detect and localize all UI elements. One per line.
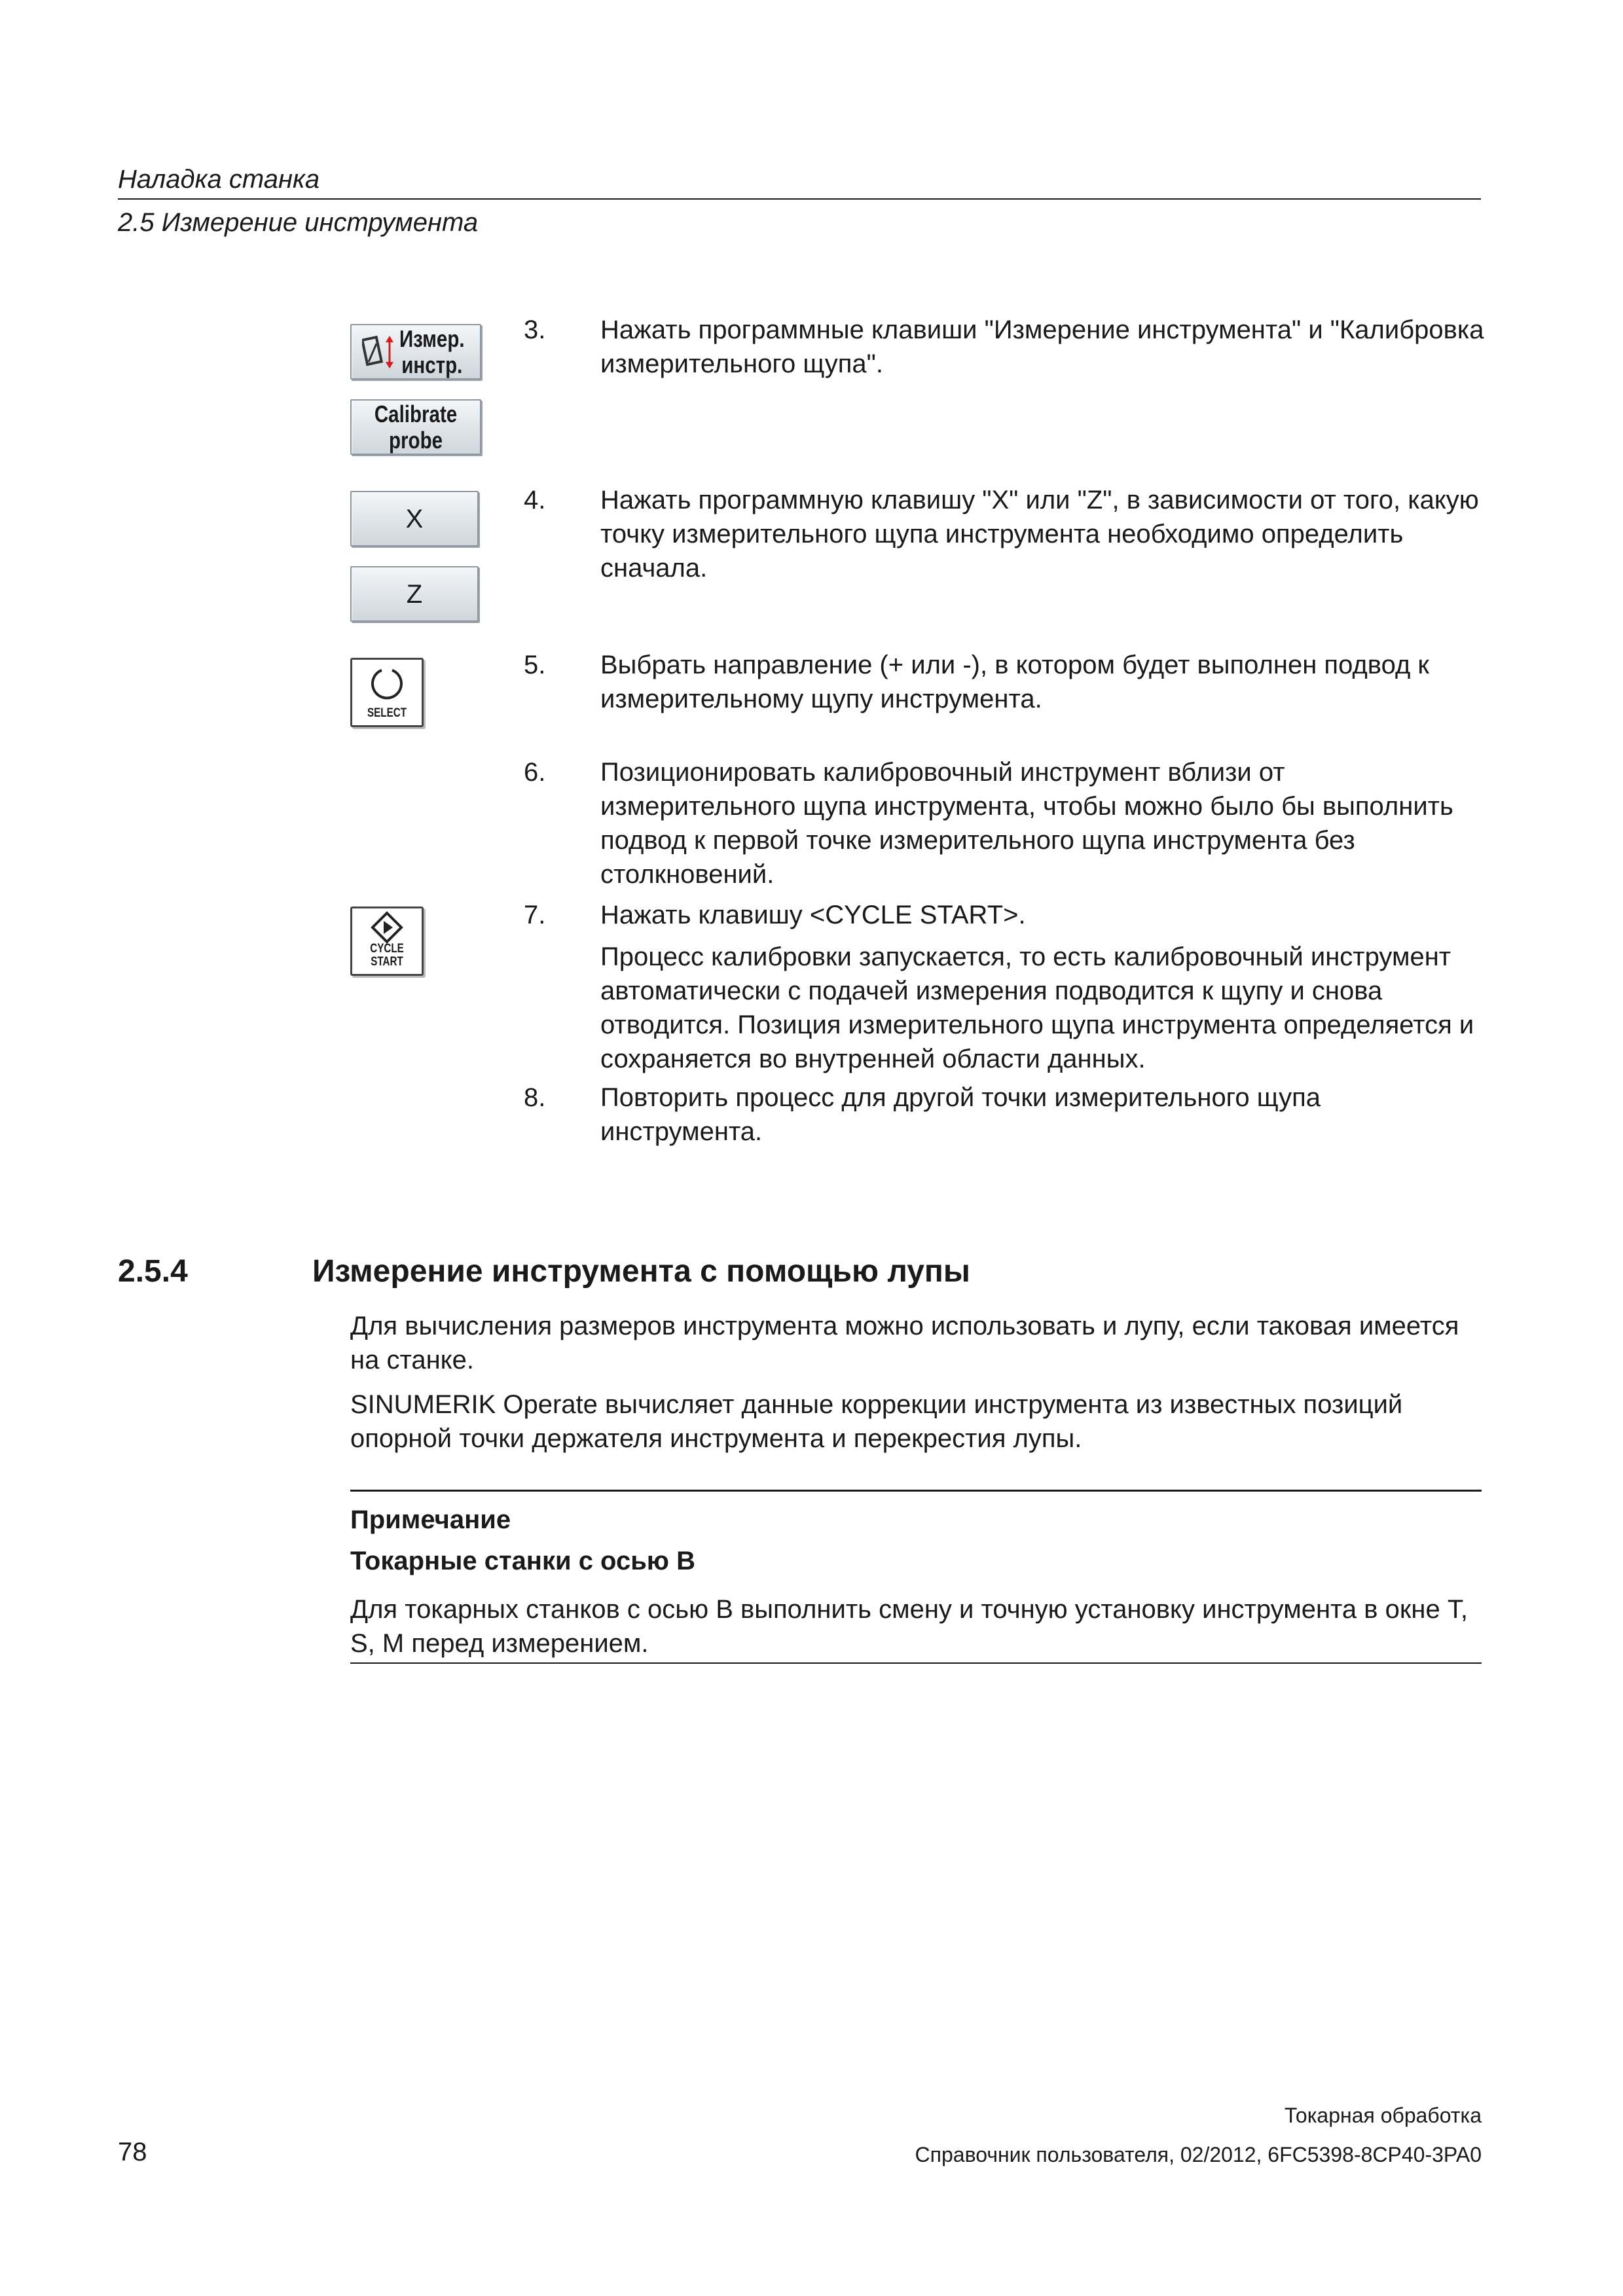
measure-tool-softkey xyxy=(350,324,481,380)
step-number: 5. xyxy=(524,651,546,679)
select-circle-icon xyxy=(367,665,407,704)
running-header-section: 2.5 Измерение инструмента xyxy=(118,208,479,237)
page-number: 78 xyxy=(118,2138,147,2166)
note-label: Примечание xyxy=(350,1505,511,1534)
select-key xyxy=(350,658,424,727)
footer-doc-info: Справочник пользователя, 02/2012, 6FC5398-8CP40-3PA0 xyxy=(915,2143,1482,2166)
step-text: Нажать клавишу <CYCLE START>. xyxy=(600,901,1026,929)
step-number: 3. xyxy=(524,315,546,344)
step-detail: Процесс калибровки запускается, то есть калибровочный инструмент автоматически с подачей измерения подводится к щупу и снова отводится. Позиция измерительного щупа инструмента определяется и сохраняется во внутренней области данных. xyxy=(600,942,1474,1073)
z-softkey-label: Z xyxy=(406,579,423,609)
note-text: Для токарных станков с осью B выполнить смену и точную установку инструмента в окне T, S, M перед измерением. xyxy=(350,1595,1468,1658)
note-bottom-rule xyxy=(350,1662,1482,1664)
z-softkey xyxy=(350,566,479,622)
step-text: Повторить процесс для другой точки измерительного щупа инструмента. xyxy=(600,1083,1321,1146)
cycle-start-key xyxy=(350,906,424,976)
section-number: 2.5.4 xyxy=(118,1254,188,1289)
step-text: Нажать программные клавиши "Измерение инструмента" и "Калибровка измерительного щупа". xyxy=(600,315,1484,378)
footer-doc-title: Токарная обработка xyxy=(1284,2104,1482,2127)
x-softkey xyxy=(350,491,479,547)
calibrate-probe-softkey-label: Calibrate probe xyxy=(374,400,458,454)
section-paragraph: SINUMERIK Operate вычисляет данные коррекции инструмента из известных позиций опорной точки держателя инструмента и перекрестия лупы. xyxy=(350,1390,1403,1453)
step-text: Позиционировать калибровочный инструмент вблизи от измерительного щупа инструмента, чтобы можно было бы выполнить подвод к первой точке измерительного щупа инструмента без столкновений. xyxy=(600,758,1453,889)
calibrate-probe-softkey xyxy=(350,399,481,455)
step-number: 4. xyxy=(524,486,546,514)
x-softkey-label: X xyxy=(405,504,424,533)
section-paragraph: Для вычисления размеров инструмента можно использовать и лупу, если таковая имеется на станке. xyxy=(350,1312,1459,1374)
note-title: Токарные станки с осью B xyxy=(350,1547,695,1575)
cycle-start-key-caption: CYCLE START xyxy=(370,942,404,969)
step-number: 7. xyxy=(524,901,546,929)
step-text: Выбрать направление (+ или -), в котором будет выполнен подвод к измерительному щупу инструмента. xyxy=(600,651,1429,713)
note-top-rule xyxy=(350,1490,1482,1492)
tool-measure-icon xyxy=(362,333,399,372)
cycle-start-diamond-icon xyxy=(371,911,403,944)
header-divider xyxy=(118,198,1481,200)
measure-tool-softkey-label: Измер. инстр. xyxy=(399,325,465,378)
section-title: Измерение инструмента с помощью лупы xyxy=(312,1254,970,1289)
select-key-caption: SELECT xyxy=(367,706,407,720)
step-number: 6. xyxy=(524,758,546,787)
running-header-chapter: Наладка станка xyxy=(118,165,320,194)
step-number: 8. xyxy=(524,1083,546,1112)
step-text: Нажать программную клавишу "X" или "Z", в зависимости от того, какую точку измерительного щупа инструмента необходимо определить сначала. xyxy=(600,486,1479,583)
